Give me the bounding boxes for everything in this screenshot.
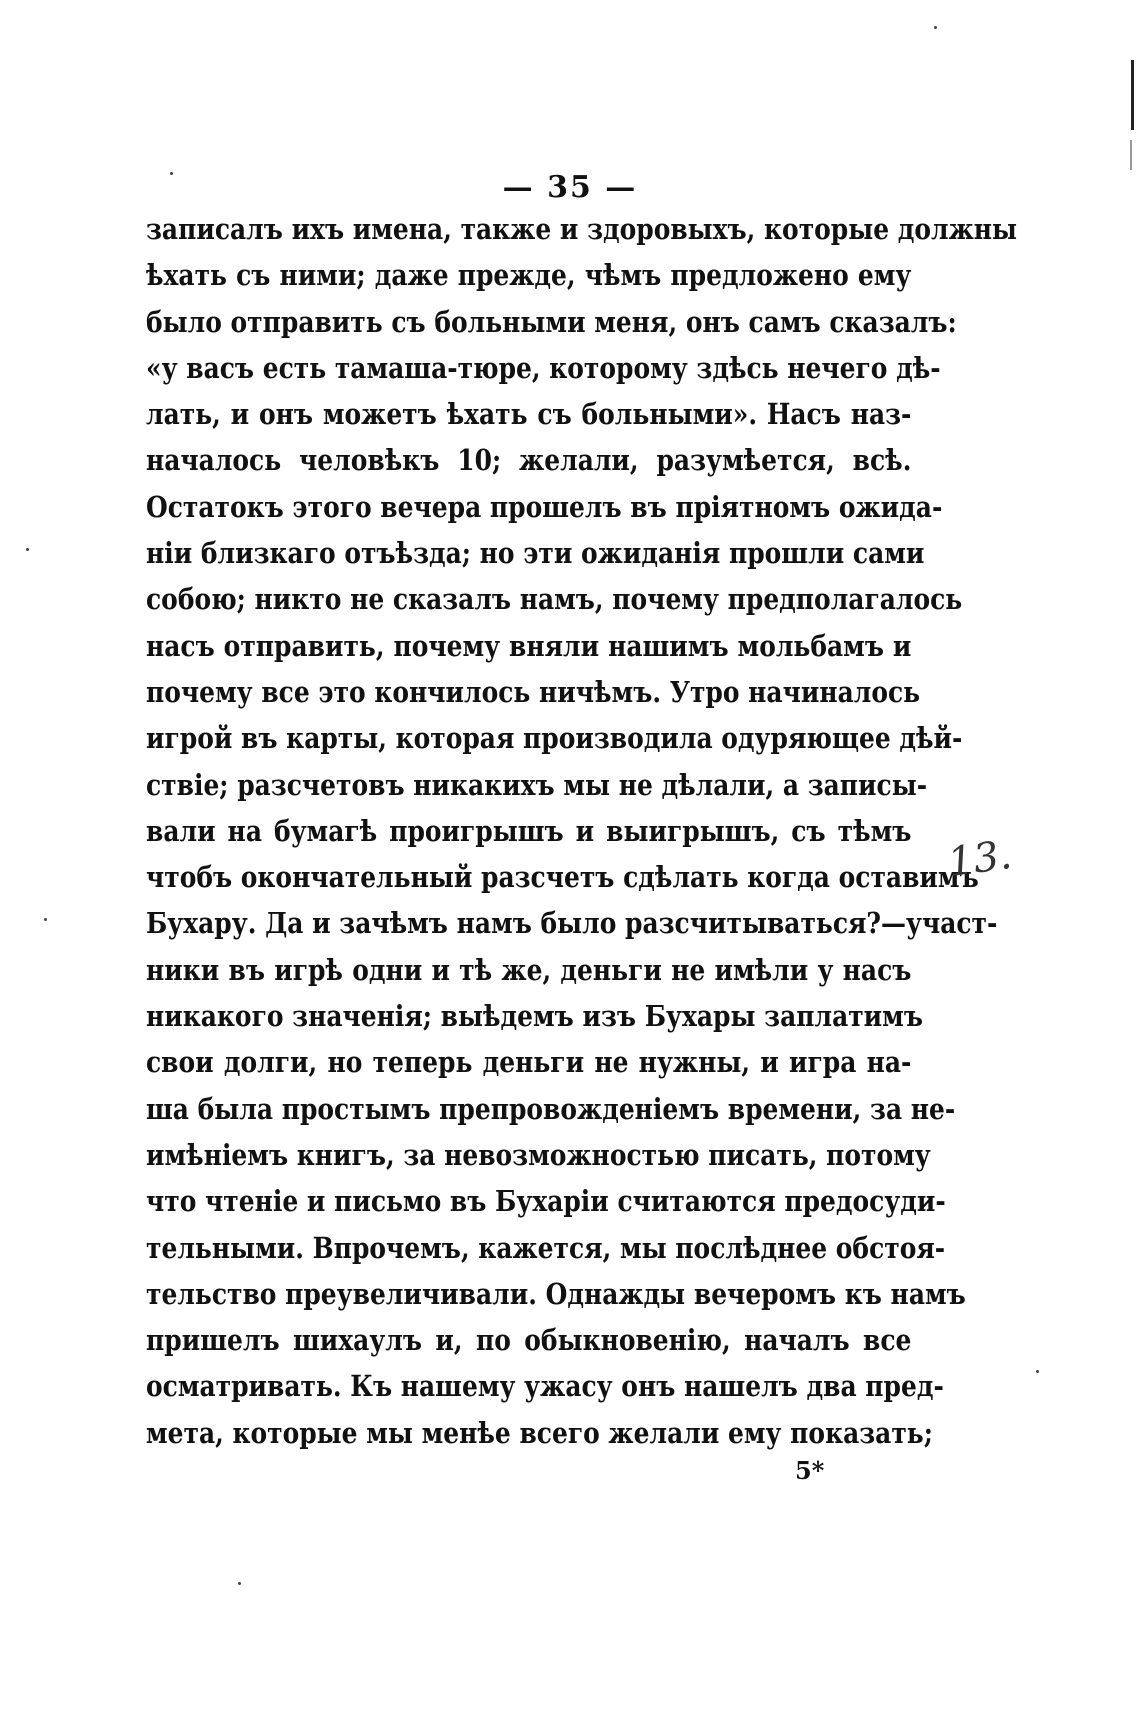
text-line: Бухару. Да и зачѣмъ намъ было разсчитываться?—участ- xyxy=(146,906,998,941)
text-line: свои долги, но теперь деньги не нужны, и игра на- xyxy=(146,1045,912,1080)
speck xyxy=(26,548,29,551)
text-line: чтобъ окончательный разсчетъ сдѣлать когда оставимъ xyxy=(146,860,979,895)
text-line: ша была простымъ препровожденіемъ времени, за не- xyxy=(146,1091,956,1126)
text-line: тельство преувеличивали. Однажды вечеромъ къ намъ xyxy=(146,1276,966,1311)
text-line: было отправить съ больными меня, онъ самъ сказалъ: xyxy=(146,304,957,339)
text-line: собою; никто не сказалъ намъ, почему предполагалось xyxy=(146,582,963,617)
page-number-header: — 35 — xyxy=(502,170,638,205)
speck xyxy=(1036,1370,1039,1373)
text-line: тельными. Впрочемъ, кажется, мы послѣднее обстоя- xyxy=(146,1230,946,1265)
speck xyxy=(170,172,173,175)
signature-mark: 5* xyxy=(795,1456,825,1485)
text-line: ѣхать съ ними; даже прежде, чѣмъ предложено ему xyxy=(146,258,912,293)
text-line: «у васъ есть тамаша-тюре, которому здѣсь нечего дѣ- xyxy=(146,350,941,385)
text-line: вали на бумагѣ проигрышъ и выигрышъ, съ тѣмъ xyxy=(146,813,912,848)
speck xyxy=(238,1582,241,1585)
text-line: пришелъ шихаулъ и, по обыкновенію, началъ все xyxy=(146,1323,912,1358)
text-line: почему все это кончилось ничѣмъ. Утро начиналось xyxy=(146,674,921,709)
speck xyxy=(44,918,47,921)
handwritten-margin-note: 13. xyxy=(945,831,1015,887)
text-line: ники въ игрѣ одни и тѣ же, деньги не имѣли у насъ xyxy=(146,952,912,987)
page-edge-mark-small xyxy=(1130,140,1132,170)
text-line: Остатокъ этого вечера прошелъ въ пріятномъ ожида- xyxy=(146,489,943,524)
text-line: что чтеніе и письмо въ Бухаріи считаются предосуди- xyxy=(146,1184,946,1219)
page-edge-mark xyxy=(1131,60,1134,130)
text-line: игрой въ карты, которая производила одуряющее дѣй- xyxy=(146,721,963,756)
text-line: записалъ ихъ имена, также и здоровыхъ, которые должны xyxy=(146,212,1018,246)
text-line: ствіе; разсчетовъ никакихъ мы не дѣлали, а записы- xyxy=(146,767,928,802)
text-line: началось человѣкъ 10; желали, разумѣется, всѣ. xyxy=(146,443,912,478)
text-line: осматривать. Къ нашему ужасу онъ нашелъ два пред- xyxy=(146,1369,944,1404)
text-line: никакого значенія; выѣдемъ изъ Бухары заплатимъ xyxy=(146,999,923,1034)
text-line: лать, и онъ можетъ ѣхать съ больными». Насъ наз- xyxy=(146,397,912,432)
text-line: ніи близкаго отъѣзда; но эти ожиданія прошли сами xyxy=(146,536,925,571)
text-line: насъ отправить, почему вняли нашимъ мольбамъ и xyxy=(146,628,912,663)
text-line: имѣніемъ книгъ, за невозможностью писать, потому xyxy=(146,1137,931,1172)
text-line: мета, которые мы менѣе всего желали ему показать; xyxy=(146,1415,933,1450)
speck xyxy=(934,26,937,29)
